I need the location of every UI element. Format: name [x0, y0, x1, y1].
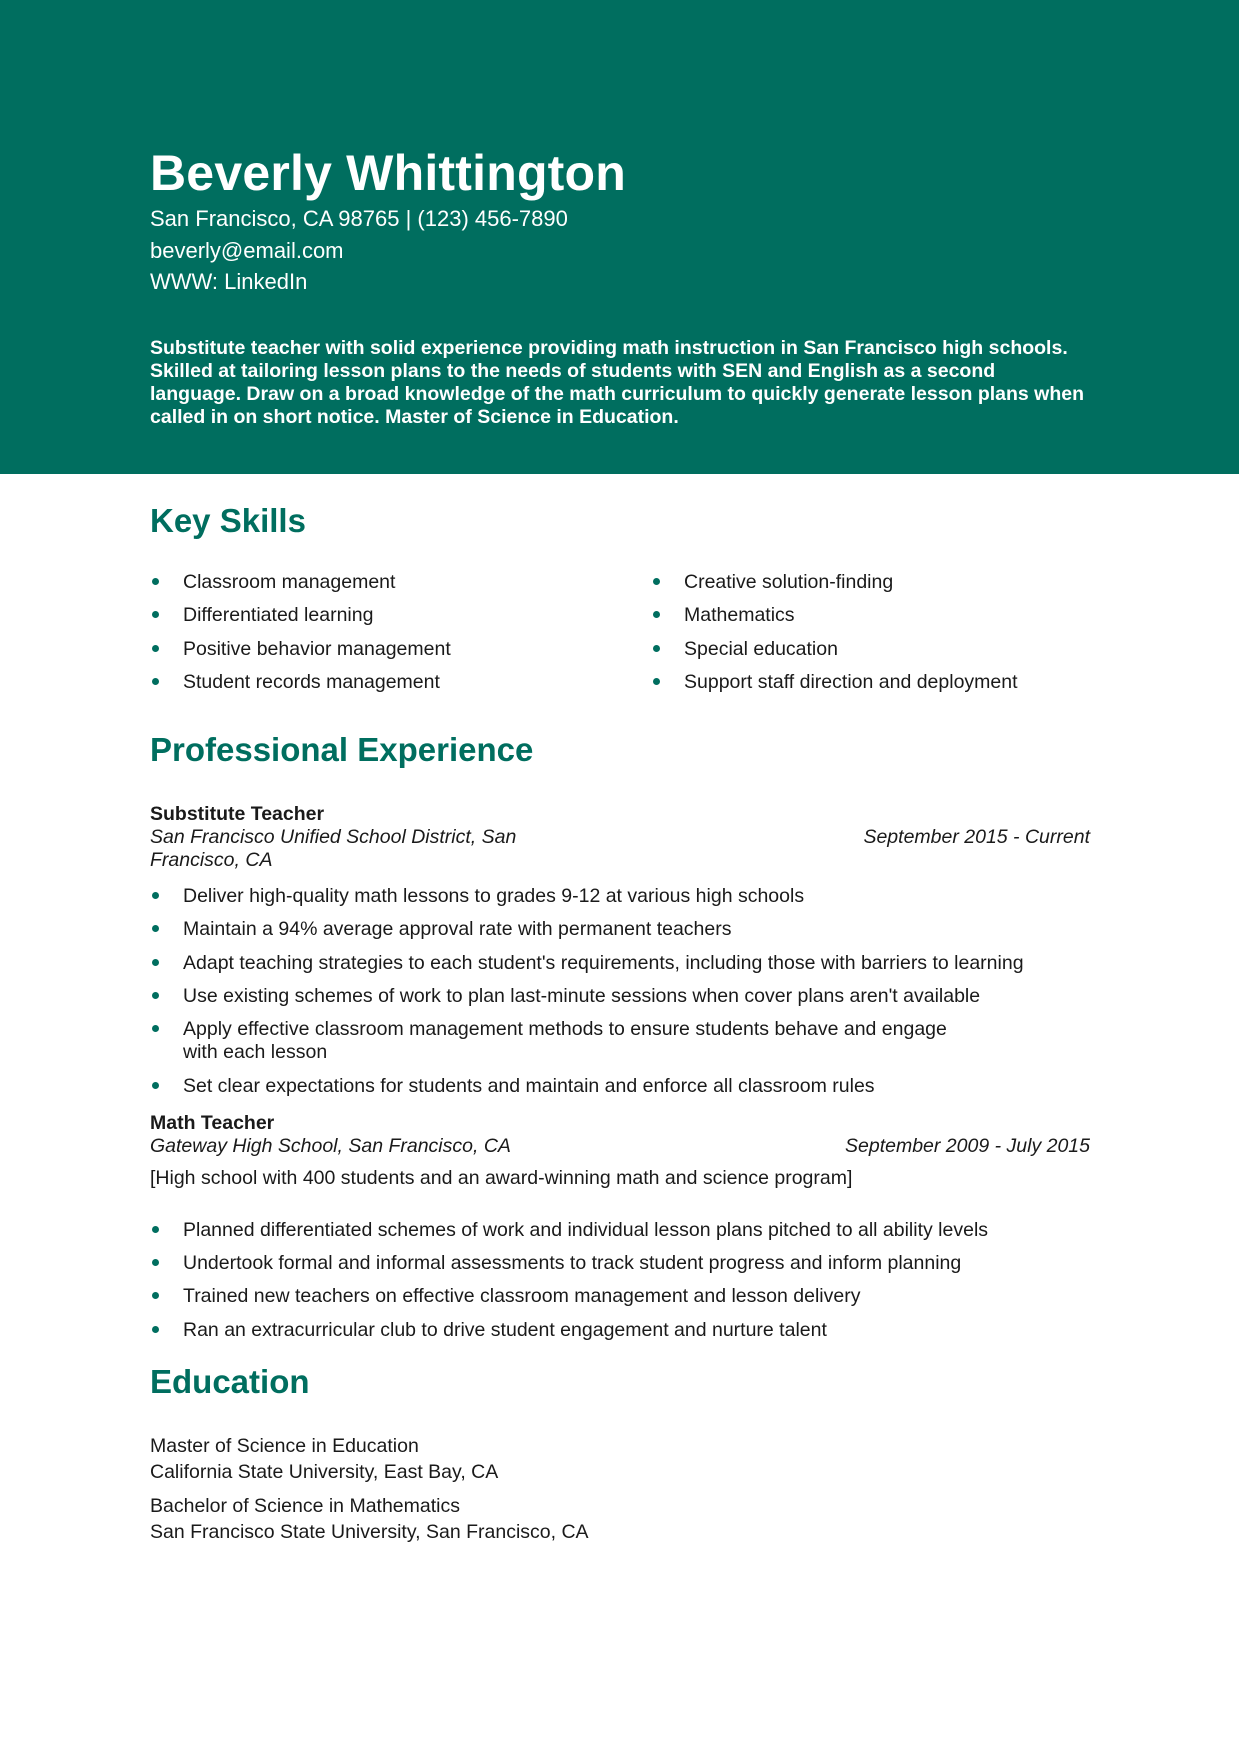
skill-item: Mathematics: [651, 604, 1090, 627]
job-entry: [150, 1112, 1090, 1342]
website-link: WWW: LinkedIn: [150, 269, 308, 294]
job-employer: Gateway High School, San Francisco, CA: [150, 1134, 511, 1157]
job-employer: San Francisco Unified School District, San Francisco, CA: [150, 826, 517, 872]
experience-heading: Professional Experience: [150, 731, 534, 769]
degree: Master of Science in Education: [150, 1434, 419, 1457]
skill-item: Positive behavior management: [150, 638, 651, 661]
job-meta: [150, 826, 1090, 872]
job-bullet: Trained new teachers on effective classroom management and lesson delivery: [150, 1285, 1090, 1308]
job-bullet: Use existing schemes of work to plan last-minute sessions when cover plans aren't available: [150, 985, 1090, 1008]
professional-summary: Substitute teacher with solid experience providing math instruction in San Francisco high schools. Skilled at tailoring lesson plans to the needs of students with SEN and English as a second language. Draw on a broad knowledge of the math curriculum to quickly generate lesson plans when called in on short notice. Master of Science in Education.: [150, 336, 1085, 428]
job-bullets: [150, 885, 1090, 1097]
candidate-name: Beverly Whittington: [150, 145, 627, 201]
job-dates: September 2015 - Current: [863, 826, 1090, 849]
skills-column-right: [651, 571, 1090, 704]
degree: Bachelor of Science in Mathematics: [150, 1494, 460, 1517]
job-bullet: Adapt teaching strategies to each student's requirements, including those with barriers to learning: [150, 952, 1090, 975]
header-content: [150, 143, 1090, 429]
education-entry: [150, 1493, 1090, 1545]
key-skills-heading: Key Skills: [150, 502, 306, 539]
skills-column-left: [150, 571, 651, 704]
contact-info: [150, 203, 1090, 298]
skill-item: Differentiated learning: [150, 604, 651, 627]
job-title: Math Teacher: [150, 1111, 275, 1134]
job-bullet: Maintain a 94% average approval rate with permanent teachers: [150, 918, 1090, 941]
job-description: [High school with 400 students and an award-winning math and science program]: [150, 1166, 853, 1189]
job-dates: September 2009 - July 2015: [845, 1134, 1090, 1157]
resume-header: [0, 0, 1239, 474]
education-entry: [150, 1433, 1090, 1485]
skills-list: [150, 571, 1090, 704]
job-entry: [150, 803, 1090, 1097]
education-heading: Education: [150, 1362, 310, 1400]
skill-item: Student records management: [150, 671, 651, 694]
job-bullet: Set clear expectations for students and maintain and enforce all classroom rules: [150, 1075, 1090, 1098]
skill-item: Support staff direction and deployment: [651, 671, 1090, 694]
job-bullet: Planned differentiated schemes of work and individual lesson plans pitched to all ability levels: [150, 1219, 1090, 1242]
skill-item: Classroom management: [150, 571, 651, 594]
school: California State University, East Bay, CA: [150, 1460, 499, 1483]
skill-item: Special education: [651, 638, 1090, 661]
job-bullet: Deliver high-quality math lessons to grades 9-12 at various high schools: [150, 885, 1090, 908]
job-bullet: Undertook formal and informal assessments to track student progress and inform planning: [150, 1252, 1090, 1275]
job-bullets: [150, 1219, 1090, 1342]
email-address: beverly@email.com: [150, 237, 344, 263]
address-phone: San Francisco, CA 98765 | (123) 456-7890: [150, 206, 568, 231]
job-bullet: Ran an extracurricular club to drive student engagement and nurture talent: [150, 1319, 1090, 1342]
job-title: Substitute Teacher: [150, 803, 325, 826]
job-meta: [150, 1135, 1090, 1158]
job-bullet: Apply effective classroom management methods to ensure students behave and engage with each lesson: [150, 1018, 973, 1064]
school: San Francisco State University, San Francisco, CA: [150, 1520, 589, 1543]
skill-item: Creative solution-finding: [651, 571, 1090, 594]
resume-body: [150, 474, 1090, 1545]
